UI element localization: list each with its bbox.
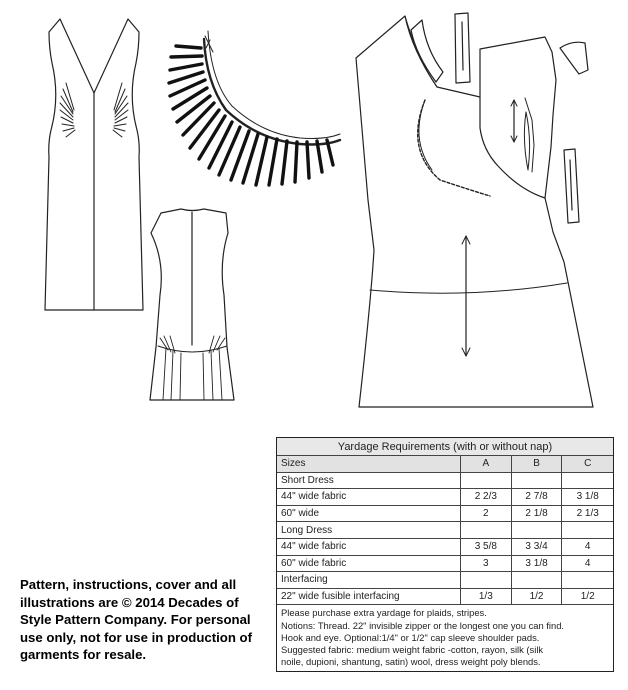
copyright-line: illustrations are © 2014 Decades of (20, 594, 239, 610)
row-label: Interfacing (277, 572, 460, 589)
note-line: Suggested fabric: medium weight fabric -cotton, rayon, silk (silk (281, 643, 544, 655)
table-row (277, 572, 613, 589)
row-label: 60" wide fabric (277, 555, 460, 572)
copyright-line: Pattern, instructions, cover and all (20, 577, 237, 592)
size-c-value: 4 (562, 555, 613, 572)
size-a-value: 2 (460, 505, 511, 522)
size-b-value: 3 1/8 (511, 555, 562, 572)
collar-ruffle-drawing (169, 31, 340, 185)
size-c-value (562, 572, 613, 589)
pattern-pieces-drawing (356, 13, 593, 407)
size-a-value: 1/3 (460, 588, 511, 605)
size-c-value (562, 522, 613, 539)
size-b-value (511, 522, 562, 539)
table-row (277, 538, 613, 555)
size-c-value: 3 1/8 (562, 489, 613, 506)
size-c-value: 4 (562, 538, 613, 555)
row-label: 44" wide fabric (277, 489, 460, 506)
size-c-value (562, 472, 613, 489)
size-c-value: 2 1/3 (562, 505, 613, 522)
note-line: noile, dupioni, shantung, satin) wool, dress weight poly blends. (281, 656, 541, 668)
row-label: 44" wide fabric (277, 538, 460, 555)
copyright-notice (20, 576, 270, 664)
size-b-value (511, 572, 562, 589)
note-line: Notions: Thread. 22" invisible zipper or the longest one you can find. (281, 619, 565, 631)
size-a-value: 2 2/3 (460, 489, 511, 506)
size-a-value: 3 5/8 (460, 538, 511, 555)
size-a-value (460, 522, 511, 539)
table-header-row (277, 456, 613, 473)
copyright-line: use only, not for use in production of (20, 629, 252, 645)
size-b-value (511, 472, 562, 489)
size-b-value: 1/2 (511, 588, 562, 605)
size-a-value (460, 572, 511, 589)
row-label: 22" wide fusible interfacing (277, 588, 460, 605)
size-b-value: 2 7/8 (511, 489, 562, 506)
column-header: Sizes (277, 456, 460, 473)
table-row (277, 555, 613, 572)
long-dress-back-drawing (150, 209, 234, 400)
size-b-value: 2 1/8 (511, 505, 562, 522)
note-line: Hook and eye. Optional:1/4" or 1/2" cap sleeve shoulder pads. (281, 631, 540, 643)
size-b-value: 3 3/4 (511, 538, 562, 555)
column-header: B (511, 456, 562, 473)
table-row (277, 489, 613, 506)
short-dress-front-drawing (45, 19, 143, 310)
row-label: Short Dress (277, 472, 460, 489)
size-a-value: 3 (460, 555, 511, 572)
size-c-value: 1/2 (562, 588, 613, 605)
row-label: Long Dress (277, 522, 460, 539)
row-label: 60" wide (277, 505, 460, 522)
table-row (277, 588, 613, 605)
copyright-line: Style Pattern Company. For personal (20, 612, 251, 627)
copyright-line: garments for resale. (20, 647, 147, 662)
yardage-notes (277, 605, 613, 671)
table-row (277, 522, 613, 539)
column-header: A (460, 456, 511, 473)
table-row (277, 505, 613, 522)
column-header: C (562, 456, 613, 473)
table-row (277, 472, 613, 489)
size-a-value (460, 472, 511, 489)
yardage-requirements-table (276, 437, 614, 672)
yardage-title: Yardage Requirements (with or without nap) (277, 438, 613, 456)
note-line: Please purchase extra yardage for plaids, stripes. (281, 607, 487, 619)
